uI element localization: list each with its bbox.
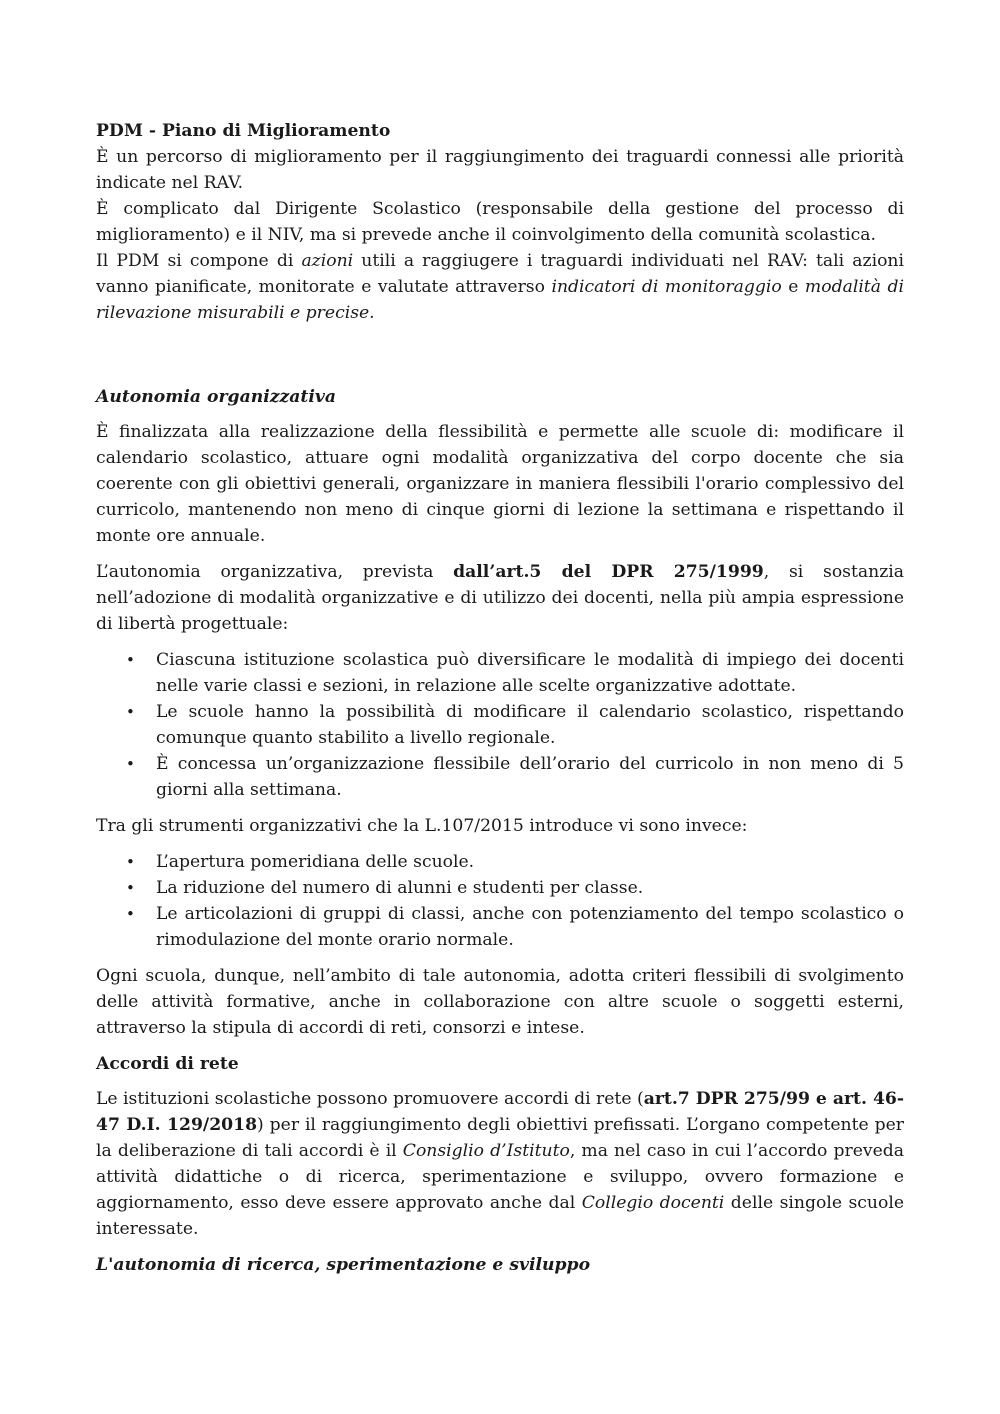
pdm-p3-modalita: modalità di rilevazione misurabili e precise. [96, 277, 904, 323]
pdm-paragraph-2: È complicato dal Dirigente Scolastico (responsabile della gestione del processo di miglioramento) e il NIV, ma si prevede anche il coinvolgimento della comunità scolastica. [96, 199, 904, 245]
autonomia-paragraph-3: Tra gli strumenti organizzativi che la L.107/2015 introduce vi sono invece: [96, 816, 748, 836]
autonomia-p2-reference: dall’art.5 del DPR 275/1999 [453, 562, 764, 582]
accordi-p1-collegio: Collegio docenti [581, 1193, 725, 1213]
accordi-p1-reference: art.7 DPR 275/99 e art. 46-47 D.I. 129/2018 [96, 1089, 905, 1135]
list-item: • Le scuole hanno la possibilità di modificare il calendario scolastico, rispettando comunque quanto stabilito a livello regionale. [156, 699, 904, 751]
autonomia-list-1 [96, 647, 904, 803]
accordi-paragraph-1 [96, 1086, 904, 1242]
pdm-paragraph-1: È un percorso di miglioramento per il raggiungimento dei traguardi connessi alle priorità indicate nel RAV. [96, 147, 904, 193]
accordi-heading: Accordi di rete [96, 1054, 239, 1074]
pdm-p3-indicatori: indicatori di monitoraggio [551, 277, 782, 297]
autonomia-heading: Autonomia organizzativa [96, 387, 336, 407]
list-item: • La riduzione del numero di alunni e studenti per classe. [156, 875, 904, 901]
accordi-p1-consiglio: Consiglio d’Istituto [402, 1141, 570, 1161]
accordi-p1-text-g: delle singole scuole interessate. [96, 1193, 904, 1239]
pdm-p3-text-e: e [781, 277, 805, 297]
autonomia-p2-text-a: L’autonomia organizzativa, prevista [96, 562, 454, 582]
pdm-p3-text-c: utili a raggiugere i traguardi individuati nel RAV: tali azioni vanno pianificate, monitorate e valutate attraverso [96, 251, 904, 297]
autonomia-paragraph-4: Ogni scuola, dunque, nell’ambito di tale autonomia, adotta criteri flessibili di svolgimento delle attività formative, anche in collaborazione con altre scuole o soggetti esterni, attraverso la stipula di accordi di reti, consorzi e intese. [96, 966, 904, 1038]
autonomia-paragraph-1: È finalizzata alla realizzazione della flessibilità e permette alle scuole di: modificare il calendario scolastico, attuare ogni modalità organizzativa del corpo docente che sia coerente con gli obiettivi generali, organizzare in maniera flessibili l'orario complessivo del curricolo, mantenendo non meno di cinque giorni di lezione la settimana e rispettando il monte ore annuale. [96, 422, 904, 546]
section-spacer [96, 326, 904, 384]
list-item: • Ciascuna istituzione scolastica può diversificare le modalità di impiego dei docenti nelle varie classi e sezioni, in relazione alle scelte organizzative adottate. [156, 647, 904, 699]
pdm-paragraph-3 [96, 248, 904, 326]
autonomia-paragraph-2 [96, 559, 904, 637]
autonomia-list-2 [96, 849, 904, 953]
ricerca-heading: L'autonomia di ricerca, sperimentazione e sviluppo [96, 1255, 591, 1275]
list-item: • L’apertura pomeridiana delle scuole. [156, 849, 904, 875]
pdm-p3-azioni: azioni [301, 251, 354, 271]
list-item: • È concessa un’organizzazione flessibile dell’orario del curricolo in non meno di 5 giorni alla settimana. [156, 751, 904, 803]
accordi-p1-text-c: ) per il raggiungimento degli obiettivi prefissati. L’organo competente per la deliberazione di tali accordi è il [96, 1115, 904, 1161]
accordi-p1-text-e: , ma nel caso in cui l’accordo preveda attività didattiche o di ricerca, sperimentazione e sviluppo, ovvero formazione e aggiornamento, esso deve essere approvato anche dal [96, 1141, 905, 1213]
pdm-p3-text-a: Il PDM si compone di [96, 251, 302, 271]
accordi-p1-text-a: Le istituzioni scolastiche possono promuovere accordi di rete ( [96, 1089, 644, 1109]
list-item: • Le articolazioni di gruppi di classi, anche con potenziamento del tempo scolastico o rimodulazione del monte orario normale. [156, 901, 904, 953]
pdm-heading: PDM - Piano di Miglioramento [96, 121, 391, 141]
autonomia-p2-text-c: , si sostanzia nell’adozione di modalità organizzative e di utilizzo dei docenti, nella più ampia espressione di libertà progettuale: [96, 562, 905, 634]
